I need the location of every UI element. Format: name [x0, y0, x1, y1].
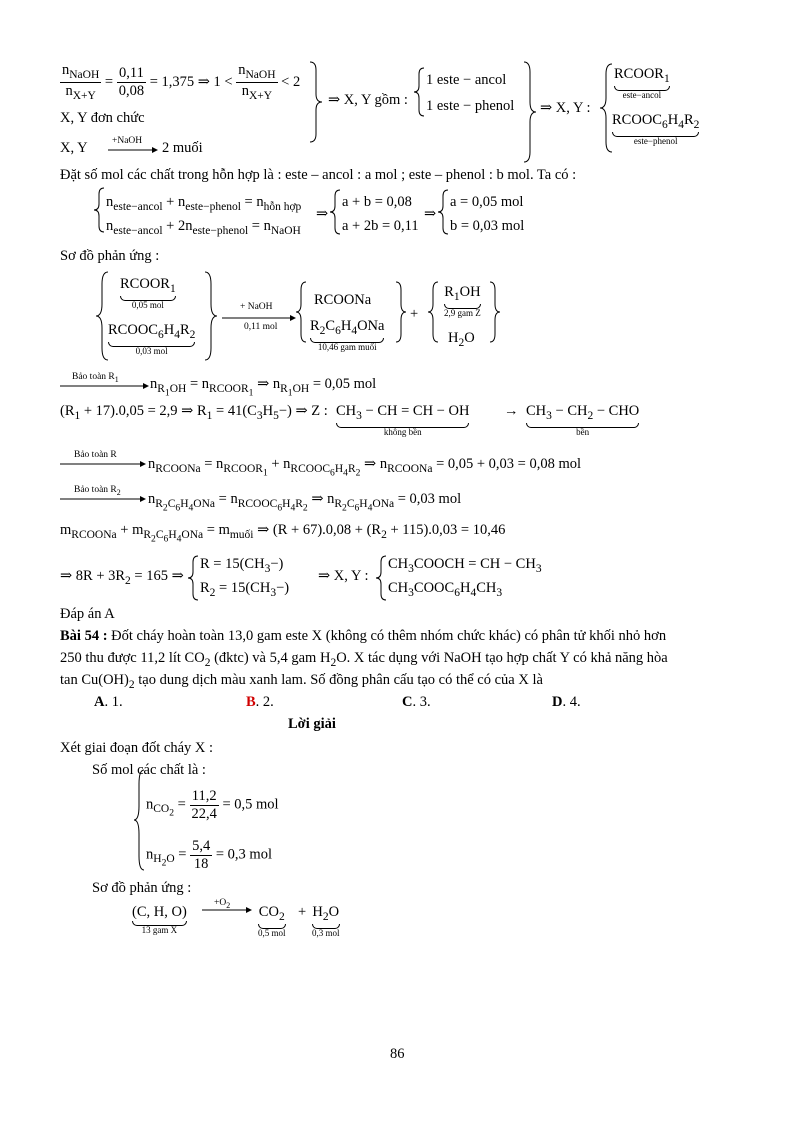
rx1-rbrace	[205, 272, 217, 360]
naoh-arrow-label: +NaOH	[112, 136, 143, 146]
hai-muoi: 2 muối	[162, 140, 203, 156]
rx1-brace-z-r	[490, 282, 500, 342]
fin-brace1	[188, 556, 198, 600]
xy-don-chuc: X, Y đơn chức	[60, 110, 145, 126]
sys1-brace3	[438, 190, 448, 234]
so-mol-label: Số mol các chất là :	[92, 762, 206, 778]
bai54-line1: Bài 54 : Đốt cháy hoàn toàn 13,0 gam este X (không có thêm nhóm chức khác) có phân tử khối nhỏ hơn	[60, 628, 667, 644]
xy-gom-label: ⇒ X, Y gồm :	[328, 92, 408, 108]
rx1-brace-z-l	[428, 282, 438, 342]
option-d: D. 4.	[552, 694, 581, 710]
sys1-brace	[94, 188, 104, 232]
bai54-line3: $\tan Cu(OH)_2$ tạo dung dịch màu xanh lam. Số đồng phân cấu tạo có thể có của X là	[60, 672, 543, 691]
fin-brace2	[376, 556, 386, 600]
rx1-brace-muoi-l	[296, 282, 306, 342]
sys1-brace2	[330, 190, 340, 234]
xy-naoh-line: X, Y	[60, 140, 88, 156]
so-do-phan-ung-1: Sơ đồ phản ứng :	[60, 248, 160, 264]
rcoor1-formula: $RCOOR_1$ este−ancol	[614, 66, 670, 101]
so-do-phan-ung-2: Sơ đồ phản ứng :	[92, 880, 192, 896]
right-brace-2	[524, 62, 536, 162]
frac-naoh-xy: $\frac{n_{NaOH}}{n_{X+Y}}$ = $\frac{0,11}{0,08}$ = 1,375 ⇒ 1 < $\frac{n_{NaOH}}{n_{X+Y}}$ < 2	[62, 62, 301, 102]
loi-giai-heading: Lời giải	[288, 716, 336, 732]
este-phenol-item: 1 este − phenol	[426, 98, 515, 114]
option-b: B. 2.	[246, 694, 274, 710]
mol-brace	[134, 770, 144, 870]
left-brace-xy	[600, 64, 612, 152]
rx1-lbrace	[96, 272, 108, 360]
option-a: A. 1.	[94, 694, 123, 710]
mol-co2: $n_{CO_2}$ = $\frac{11,2}{22,4}$ = 0,5 mol	[146, 788, 279, 822]
xet-giai-doan: Xét giai đoạn đốt cháy X :	[60, 740, 214, 756]
mol-h2o: $n_{H_2O}$ = $\frac{5,4}{18}$ = 0,3 mol	[146, 838, 272, 872]
mol-assignment-text: Đặt số mol các chất trong hỗn hợp là : este – ancol : a mol ; este – phenol : b mol. Ta có :	[60, 167, 577, 183]
rcooc6h4r2-formula: $RCOOC_6H_4R_2$ este−phenol	[612, 112, 700, 147]
bai54-line2: 250 thu được 11,2 lít $CO_2$ (đktc) và 5,4 gam $H_2O$. X tác dụng với NaOH tạo hợp chất Y có khả năng hòa	[60, 650, 668, 669]
left-brace-gom	[414, 68, 424, 116]
page-number: 86	[390, 1046, 405, 1062]
right-brace-1	[310, 62, 322, 142]
option-c: C. 3.	[402, 694, 431, 710]
mass-balance: $m_{RCOONa} + m_{R_2C_6H_4ONa} = m_{muối}$ ⇒ $(R + 67).0,08 + (R_2 + 115).0,03 = 10,46$	[60, 522, 506, 545]
rx1-brace-muoi-r	[396, 282, 406, 342]
este-ancol-item: 1 este − ancol	[426, 72, 507, 88]
xy-label-2: ⇒ X, Y :	[540, 100, 591, 116]
dap-an: Đáp án A	[60, 606, 115, 622]
